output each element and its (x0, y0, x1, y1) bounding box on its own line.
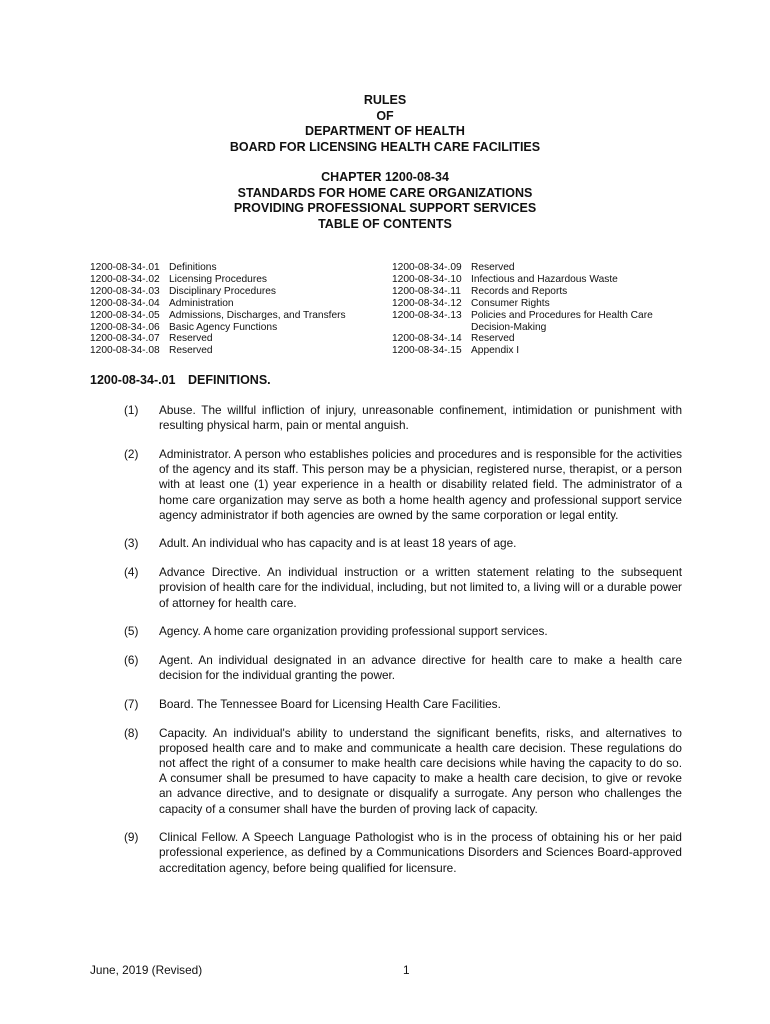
toc-entry-name: Disciplinary Procedures (169, 285, 277, 297)
toc-entry (392, 345, 692, 357)
document-header (0, 93, 770, 232)
toc-entry-name: Records and Reports (471, 285, 568, 297)
definition-text: Board. The Tennessee Board for Licensing Health Care Facilities. (159, 696, 501, 711)
toc-title: TABLE OF CONTENTS (318, 216, 452, 231)
definitions-list (90, 403, 682, 889)
toc-right-column (392, 262, 692, 357)
toc-entry-number: 1200-08-34-.14 (392, 333, 462, 345)
toc-entry-number: 1200-08-34-.13 (392, 309, 462, 321)
toc-entry-name: Licensing Procedures (169, 273, 267, 285)
definition-number: (8) (124, 725, 139, 740)
toc-entry-name: Basic Agency Functions (169, 321, 278, 333)
definition-item (90, 697, 682, 712)
toc-entry-number: 1200-08-34-.15 (392, 345, 462, 357)
header-chapter: CHAPTER 1200-08-34 (321, 170, 449, 184)
toc-entry (90, 262, 390, 274)
header-department: DEPARTMENT OF HEALTH (305, 124, 465, 138)
toc-entry (90, 298, 390, 310)
definition-number: (5) (124, 624, 139, 639)
toc-entry-name: Policies and Procedures for Health Care (471, 309, 653, 321)
toc-entry (90, 333, 390, 345)
toc-entry (90, 310, 390, 322)
definition-text: Agency. A home care organization providing professional support services. (159, 624, 548, 639)
toc-entry-number: 1200-08-34-.03 (90, 285, 160, 297)
toc-entry-name: Definitions (169, 262, 217, 273)
toc-entry-number: 1200-08-34-.12 (392, 297, 462, 309)
section-title: DEFINITIONS. (188, 373, 271, 387)
header-title-line1: STANDARDS FOR HOME CARE ORGANIZATIONS (237, 185, 533, 200)
definition-item (90, 653, 682, 683)
toc-entry-number: 1200-08-34-.09 (392, 262, 462, 273)
toc-entry (90, 286, 390, 298)
toc-entry-name: Consumer Rights (471, 297, 550, 309)
definition-item (90, 830, 682, 876)
toc-entry (90, 274, 390, 286)
toc-entry-number (392, 322, 471, 334)
toc-entry-number: 1200-08-34-.08 (90, 345, 160, 357)
definition-text: Adult. An individual who has capacity and is at least 18 years of age. (159, 536, 517, 551)
definition-text: Agent. An individual designated in an advance directive for health care to make a health care decision for the individual granting the power. (159, 652, 682, 683)
toc-entry-number: 1200-08-34-.11 (392, 285, 461, 297)
toc-left-column (90, 262, 390, 357)
definition-item (90, 624, 682, 639)
footer-date: June, 2019 (Revised) (90, 963, 203, 977)
toc-entry (392, 286, 692, 298)
definition-number: (6) (124, 652, 139, 667)
definition-text: Advance Directive. An individual instruction or a written statement relating to the subsequent provision of health care for the individual, including, but not limited to, a living will or a durable power of attorney for health care. (159, 565, 682, 610)
toc-entry-name: Reserved (169, 345, 213, 357)
toc-entry (392, 274, 692, 286)
section-heading (90, 373, 271, 387)
toc-entry-number: 1200-08-34-.01 (90, 262, 160, 273)
toc-entry (90, 322, 390, 334)
definition-text: Clinical Fellow. A Speech Language Pathologist who is in the process of obtaining his or her paid professional experience, as defined by a Communications Disorders and Sciences Board-approved accreditation agency, before being qualified for licensure. (159, 830, 682, 875)
header-of: OF (376, 108, 394, 123)
toc-entry (392, 322, 692, 334)
definition-item (90, 726, 682, 817)
header-board: BOARD FOR LICENSING HEALTH CARE FACILITIES (229, 139, 541, 154)
toc-entry-number: 1200-08-34-.07 (90, 333, 160, 345)
definition-item (90, 447, 682, 523)
toc-entry-name: Reserved (471, 262, 515, 273)
definition-number: (3) (124, 536, 139, 551)
definition-number: (9) (124, 830, 139, 845)
definition-text: Administrator. A person who establishes policies and procedures and is responsible for the activities of the agency and its staff. This person may be a physician, registered nurse, therapist, or a person with at least one (1) year experience in a health or disability related field. The administrator of a home care organization may serve as both a home health agency and professional support service agency administrator if both agencies are owned by the same corporation or legal entity. (159, 446, 682, 522)
toc-entry-name: Reserved (169, 333, 213, 345)
toc-entry-number: 1200-08-34-.04 (90, 297, 160, 309)
toc-entry-number: 1200-08-34-.06 (90, 321, 160, 333)
toc-entry-name: Reserved (471, 333, 515, 345)
toc-entry-name: Admissions, Discharges, and Transfers (169, 309, 346, 321)
toc-entry-name: Decision-Making (471, 321, 547, 333)
toc-entry-number: 1200-08-34-.10 (392, 273, 462, 285)
definition-number: (1) (124, 403, 139, 417)
toc-entry (392, 262, 692, 274)
definition-item (90, 536, 682, 551)
toc-entry (90, 345, 390, 357)
definition-text: Abuse. The willful infliction of injury, unreasonable confinement, intimidation or punishment with resulting physical harm, pain or mental anguish. (159, 403, 682, 433)
definition-text: Capacity. An individual's ability to understand the significant benefits, risks, and alternatives to proposed health care and to make and communicate a health care decision. These regulations do not affect the right of a consumer to make health care decisions while having the capacity to do so. A consumer shall be presumed to have capacity to make a health care decision, to give or revoke an advance directive, and to designate or disqualify a surrogate. Any person who challenges the capacity of a consumer shall have the burden of proving lack of capacity. (159, 725, 682, 816)
toc-entry (392, 310, 692, 322)
page-number: 1 (403, 963, 410, 977)
toc-entry-name: Administration (169, 297, 234, 309)
toc-entry-name: Appendix I (471, 345, 520, 357)
definition-number: (2) (124, 446, 139, 461)
definition-number: (7) (124, 696, 139, 711)
header-rules: RULES (363, 93, 407, 107)
toc-entry (392, 333, 692, 345)
toc-entry-name: Infectious and Hazardous Waste (471, 273, 618, 285)
toc-entry-number: 1200-08-34-.02 (90, 273, 160, 285)
definition-item (90, 403, 682, 433)
definition-number: (4) (124, 565, 139, 580)
definition-item (90, 565, 682, 611)
section-number: 1200-08-34-.01 (90, 373, 176, 387)
toc-entry (392, 298, 692, 310)
toc-entry-number: 1200-08-34-.05 (90, 309, 160, 321)
header-title-line2: PROVIDING PROFESSIONAL SUPPORT SERVICES (233, 201, 537, 215)
